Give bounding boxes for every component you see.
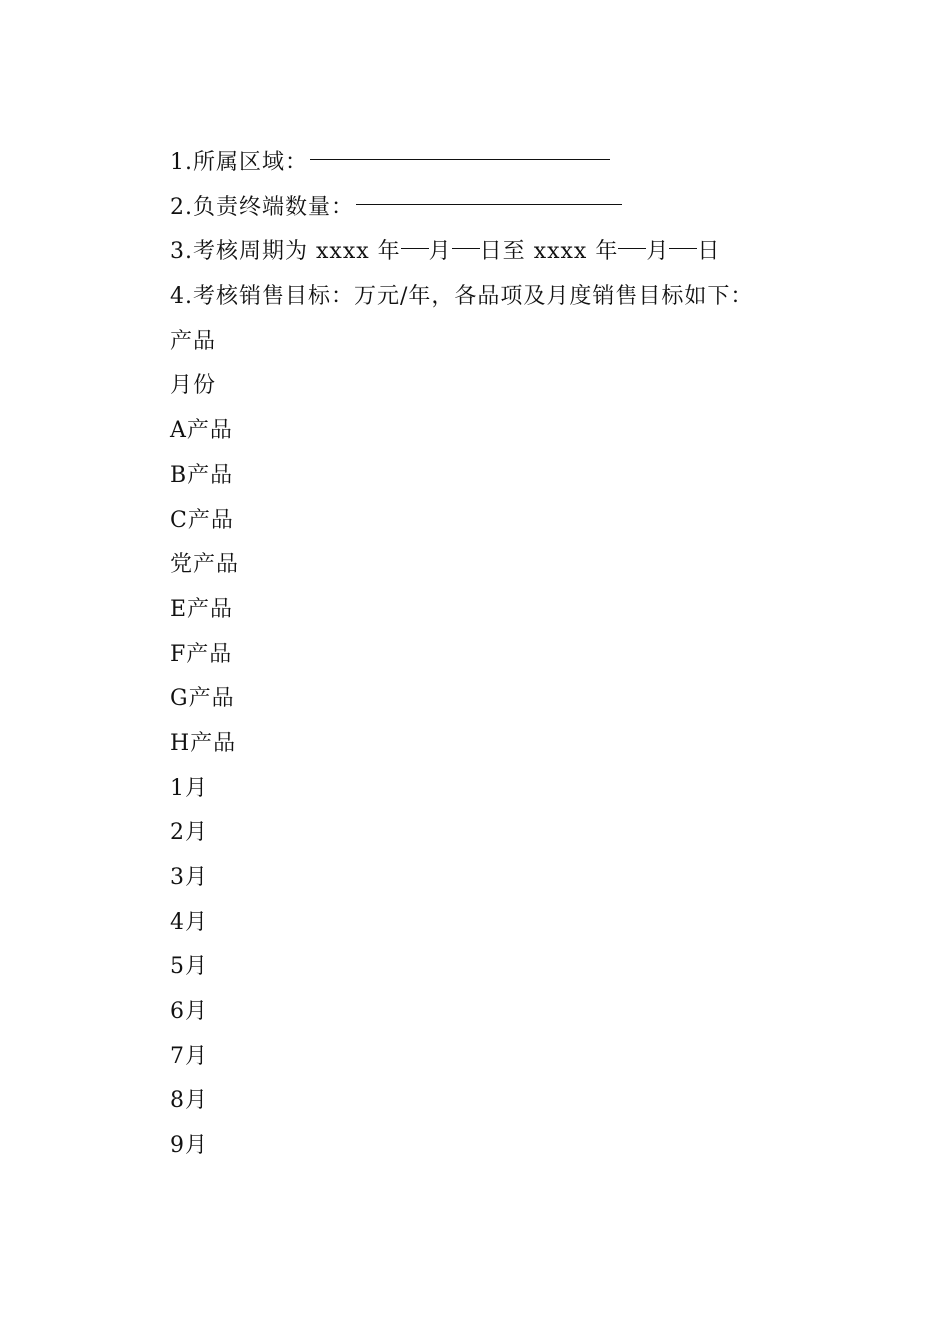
table-text-lines	[170, 320, 870, 1169]
table-line-product-e: E产品	[170, 596, 234, 622]
table-line-month-header: 月份	[170, 373, 217, 399]
region-blank	[310, 158, 610, 160]
table-line-month-4: 4月	[170, 909, 208, 935]
terminal-count-blank	[356, 203, 622, 205]
period-end-year: xxxx	[533, 239, 588, 265]
period-start-day-blank	[452, 247, 480, 249]
table-line-product-d: 党产品	[170, 552, 240, 578]
terminal-count-line	[170, 186, 870, 231]
table-line-product-header: 产品	[170, 328, 217, 354]
table-line-product-a: A产品	[170, 418, 233, 444]
period-start-month-unit: 月	[428, 239, 452, 265]
table-line-product-b: B产品	[170, 462, 234, 488]
table-line-month-2: 2月	[170, 820, 208, 846]
document-body	[170, 141, 870, 1169]
period-end-month-blank	[618, 247, 646, 249]
table-line-product-h: H产品	[170, 730, 237, 756]
period-start-day-to: 日至	[479, 239, 526, 265]
period-end-day-blank	[669, 247, 697, 249]
sales-target-line	[170, 275, 870, 320]
region-line	[170, 141, 870, 186]
period-prefix: 3.考核周期为	[170, 239, 308, 265]
period-start-year: xxxx	[316, 239, 370, 265]
assessment-period-line	[170, 230, 870, 275]
table-line-month-6: 6月	[170, 999, 208, 1025]
region-label: 1.所属区域：	[170, 150, 308, 175]
table-line-month-9: 9月	[170, 1133, 208, 1159]
table-line-month-8: 8月	[170, 1088, 208, 1114]
table-line-month-3: 3月	[170, 865, 208, 890]
period-end-month-unit: 月	[646, 239, 670, 265]
terminal-count-label: 2.负责终端数量：	[170, 194, 354, 220]
period-end-year-unit: 年	[595, 239, 619, 265]
period-start-year-unit: 年	[377, 239, 401, 265]
table-line-product-c: C产品	[170, 507, 234, 533]
table-line-product-g: G产品	[170, 686, 235, 712]
period-start-month-blank	[401, 247, 429, 249]
period-end-day-unit: 日	[697, 239, 721, 265]
table-line-month-7: 7月	[170, 1043, 208, 1069]
table-line-product-f: F产品	[170, 641, 233, 667]
sales-target-label: 4.考核销售目标：万元/年，各品项及月度销售目标如下：	[170, 284, 754, 310]
table-line-month-5: 5月	[170, 954, 208, 980]
table-line-month-1: 1月	[170, 775, 208, 801]
